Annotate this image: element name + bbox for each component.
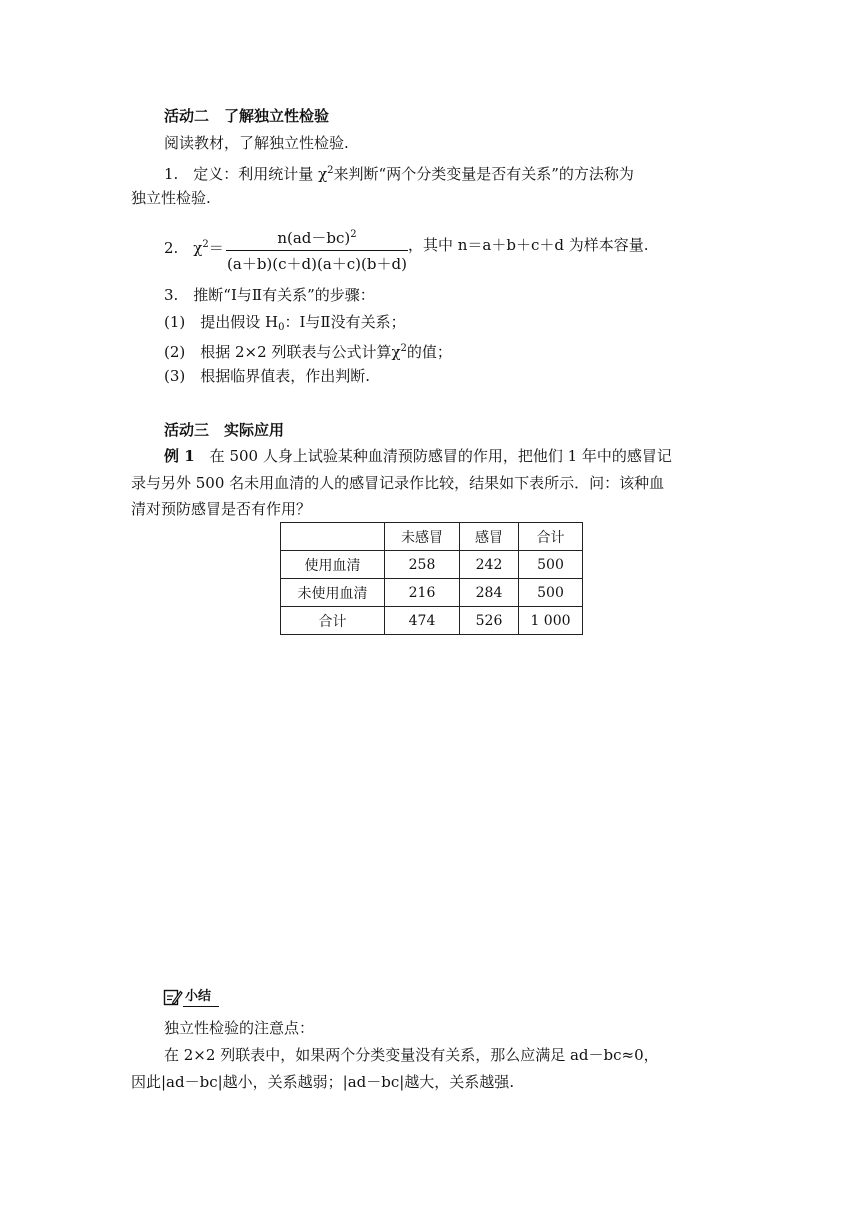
formula-equals: ＝ xyxy=(208,239,224,257)
summary-line-3: 因此|ad－bc|越小，关系越弱；|ad－bc|越大，关系越强. xyxy=(131,1073,515,1091)
example-line-2: 录与另外 500 名未用血清的人的感冒记录作比较，结果如下表所示．问：该种血 xyxy=(131,474,665,492)
step-2: (2) 根据 2×2 列联表与公式计算$\chi^2$的值； xyxy=(164,343,452,361)
summary-underline xyxy=(183,1006,219,1007)
formula-prefix: 2. χ xyxy=(164,239,203,257)
table-row xyxy=(281,551,583,579)
table-row xyxy=(281,579,583,607)
step-3: (3) 根据临界值表，作出判断. xyxy=(164,367,371,385)
table-row xyxy=(281,607,583,635)
table-cell: 1 000 xyxy=(519,607,583,635)
table-header-cell xyxy=(281,523,385,551)
table-cell: 使用血清 xyxy=(281,551,385,579)
step-1: (1) 提出假设 $H_0$：Ⅰ与Ⅱ没有关系； xyxy=(164,313,406,333)
chi-square-fraction xyxy=(226,225,408,274)
table-cell: 合计 xyxy=(281,607,385,635)
activity2-intro: 阅读教材，了解独立性检验. xyxy=(164,134,349,152)
table-cell: 216 xyxy=(385,579,460,607)
example-label: 例 1 xyxy=(164,447,195,465)
fraction-bar xyxy=(226,250,408,251)
table-cell: 500 xyxy=(519,551,583,579)
summary-line-2: 在 2×2 列联表中，如果两个分类变量没有关系，那么应满足 ad－bc≈0， xyxy=(164,1046,659,1064)
table-cell: 242 xyxy=(460,551,519,579)
formula-label xyxy=(164,235,224,258)
definition-line xyxy=(164,161,634,184)
table-header-row xyxy=(281,523,583,551)
summary-badge xyxy=(163,986,235,1010)
fraction-denominator: (a＋b)(c＋d)(a＋c)(b＋d) xyxy=(227,255,407,273)
definition-suffix: 来判断“两个分类变量是否有关系”的方法称为 xyxy=(333,165,634,183)
example-line-3: 清对预防感冒是否有作用？ xyxy=(131,500,312,518)
table-cell: 258 xyxy=(385,551,460,579)
table-header-cell: 感冒 xyxy=(460,523,519,551)
table-cell: 526 xyxy=(460,607,519,635)
table-cell: 500 xyxy=(519,579,583,607)
table-header-cell: 合计 xyxy=(519,523,583,551)
summary-line-1: 独立性检验的注意点： xyxy=(164,1019,315,1037)
fraction-numerator: $n(ad-bc)^2$ xyxy=(277,229,357,247)
definition-superscript: 2 xyxy=(327,165,334,176)
definition-continuation: 独立性检验. xyxy=(131,189,211,207)
definition-prefix: 1. 定义：利用统计量 χ xyxy=(164,165,328,183)
activity3-heading: 活动三 实际应用 xyxy=(164,421,285,439)
table-cell: 474 xyxy=(385,607,460,635)
table-header-cell: 未感冒 xyxy=(385,523,460,551)
formula-chi-superscript: 2 xyxy=(202,239,209,250)
table-cell: 284 xyxy=(460,579,519,607)
formula-suffix: ，其中 n＝a＋b＋c＋d 为样本容量. xyxy=(408,236,649,254)
pencil-note-icon xyxy=(163,987,183,1007)
activity2-heading: 活动二 了解独立性检验 xyxy=(164,107,330,125)
example-line-1: 例 1 在 500 人身上试验某种血清预防感冒的作用，把他们 1 年中的感冒记 xyxy=(164,447,672,465)
contingency-table xyxy=(280,522,583,635)
table-cell: 未使用血清 xyxy=(281,579,385,607)
inference-steps-heading: 3. 推断“Ⅰ与Ⅱ有关系”的步骤： xyxy=(164,286,375,304)
summary-badge-label: 小结 xyxy=(185,989,212,1004)
